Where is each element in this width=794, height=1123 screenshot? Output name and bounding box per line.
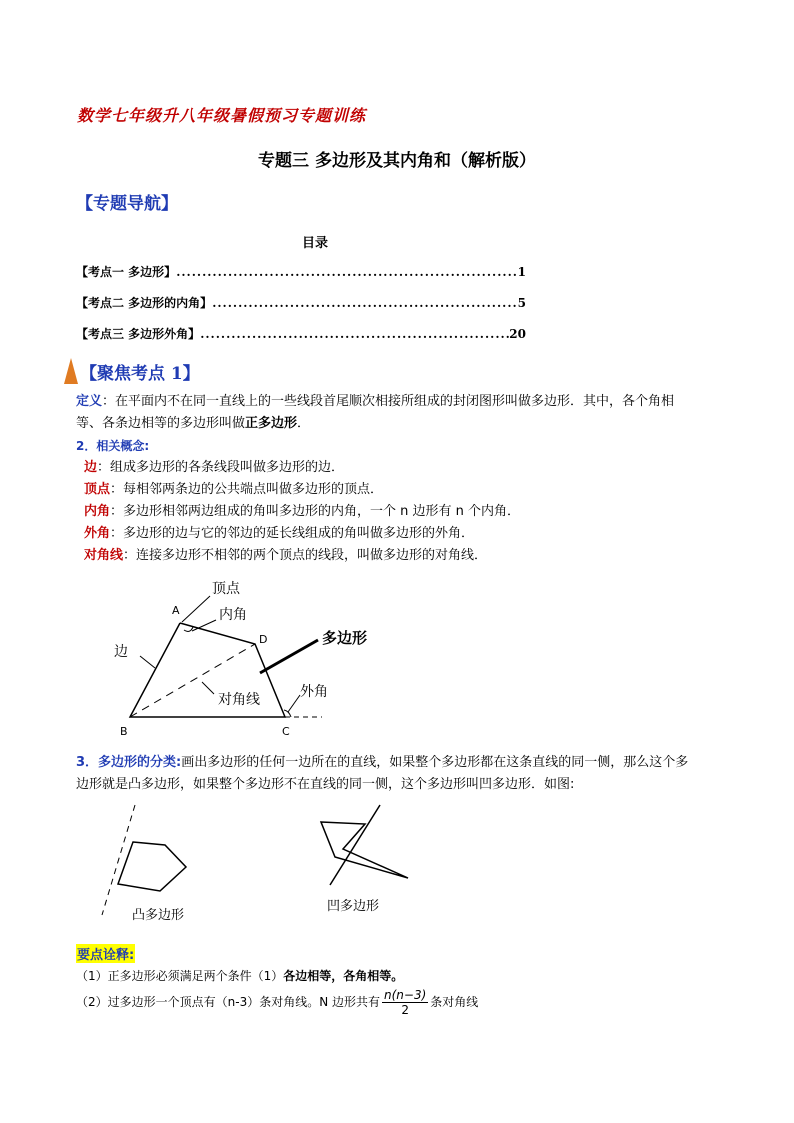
concept-item: [84, 545, 734, 567]
concept-text: ：多边形相邻两边组成的角叫多边形的内角，一个 n 边形有 n 个内角．: [110, 504, 521, 519]
note-line-2-text: （2）过多边形一个顶点有（n-3）条对角线。N 边形共有: [76, 995, 380, 1009]
concepts-heading: [76, 435, 726, 457]
concept-item: [84, 479, 734, 501]
label-exterior: 外角: [300, 684, 328, 700]
label-side: 边: [114, 644, 128, 660]
vertex-pointer: [182, 596, 210, 622]
label-polygon: 多边形: [322, 629, 368, 647]
concept-list: [84, 457, 734, 567]
convex-concave-diagram: [90, 800, 430, 930]
classification-text-2: 边形就是凸多边形，如果整个多边形不在直线的同一侧，这个多边形叫凹多边形．如图:: [76, 777, 575, 792]
exterior-pointer: [288, 695, 300, 712]
classification-heading: 3．多边形的分类:: [76, 755, 182, 770]
notes-tag: 要点诠释:: [76, 944, 135, 963]
nav-heading: 【专题导航】: [76, 194, 178, 214]
polygon-pointer: [260, 640, 318, 673]
classification-paragraph: [76, 752, 726, 796]
concave-label: 凹多边形: [327, 899, 380, 914]
note-line-1-bold: 各边相等，各角相等。: [283, 969, 404, 983]
label-B: B: [120, 725, 128, 738]
fraction-numerator: n(n−3): [384, 988, 427, 1002]
toc-leader: [176, 265, 517, 279]
focus-heading-row: [64, 358, 200, 384]
concept-term: 边: [84, 460, 98, 475]
toc-leader: [200, 327, 509, 341]
classification-text-1: 画出多边形的任何一边所在的直线，如果整个多边形都在这条直线的同一侧，那么这个多: [181, 755, 689, 770]
note-line-2: [76, 988, 478, 1017]
label-D: D: [259, 633, 268, 646]
concept-item: [84, 523, 734, 545]
definition-text-1: ：在平面内不在同一直线上的一些线段首尾顺次相接所组成的封闭图形叫做多边形．其中，各个角相: [102, 394, 675, 409]
triangle-marker-icon: [64, 358, 78, 384]
label-vertex: 顶点: [212, 581, 240, 597]
toc-item-page: 20: [509, 327, 526, 341]
convex-polygon-shape: [118, 842, 186, 891]
diagonal-count-fraction: [382, 988, 428, 1017]
toc-item-label: 【考点一 多边形】: [76, 265, 177, 279]
series-title: 数学七年级升八年级暑假预习专题训练: [77, 106, 367, 125]
note-line-1-text: （1）正多边形必须满足两个条件（1）: [76, 969, 284, 983]
label-C: C: [282, 725, 290, 738]
toc-item[interactable]: [76, 294, 526, 311]
concept-text: ：多边形的边与它的邻边的延长线组成的角叫做多边形的外角．: [110, 526, 475, 541]
interior-angle-arc: [184, 627, 193, 631]
toc-item-label: 【考点二 多边形的内角】: [76, 296, 213, 310]
convex-reference-line: [102, 805, 135, 915]
concept-item: [84, 457, 734, 479]
fraction-denominator: 2: [401, 1003, 409, 1017]
concept-term: 顶点: [84, 482, 111, 497]
toc-item-page: 1: [517, 265, 526, 279]
label-interior: 内角: [219, 607, 247, 623]
doc-title: 专题三 多边形及其内角和（解析版）: [258, 151, 536, 171]
definition-regular-polygon: 正多边形: [245, 416, 298, 431]
label-diagonal: 对角线: [218, 692, 260, 708]
diagonal-pointer: [202, 682, 214, 694]
concept-text: ：组成多边形的各条线段叫做多边形的边．: [97, 460, 345, 475]
polygon-concept-diagram: [100, 570, 400, 745]
concepts-heading-text: 2．相关概念:: [76, 439, 150, 453]
toc-item-label: 【考点三 多边形外角】: [76, 327, 201, 341]
concept-text: ：每相邻两条边的公共端点叫做多边形的顶点．: [110, 482, 384, 497]
definition-paragraph: [76, 391, 726, 435]
definition-label: 定义: [76, 394, 103, 409]
note-line-2-tail: 条对角线: [430, 995, 479, 1009]
focus-heading: 【聚焦考点 1】: [80, 363, 200, 384]
label-A: A: [172, 604, 180, 617]
concept-term: 内角: [84, 504, 111, 519]
concept-term: 外角: [84, 526, 111, 541]
side-pointer: [140, 656, 155, 668]
definition-text-2a: 等、各条边相等的多边形叫做: [76, 416, 246, 431]
toc-title: 目录: [301, 236, 328, 251]
definition-text-2c: ．: [297, 416, 311, 431]
toc-leader: [212, 296, 517, 310]
convex-label: 凸多边形: [132, 908, 185, 923]
concept-term: 对角线: [84, 548, 124, 563]
concept-item: [84, 501, 734, 523]
concave-reference-line: [330, 805, 380, 885]
toc-item[interactable]: [76, 325, 526, 342]
note-line-1: [76, 967, 403, 984]
concept-text: ：连接多边形不相邻的两个顶点的线段，叫做多边形的对角线．: [123, 548, 488, 563]
toc-item-page: 5: [517, 296, 526, 310]
toc-item[interactable]: [76, 263, 526, 280]
